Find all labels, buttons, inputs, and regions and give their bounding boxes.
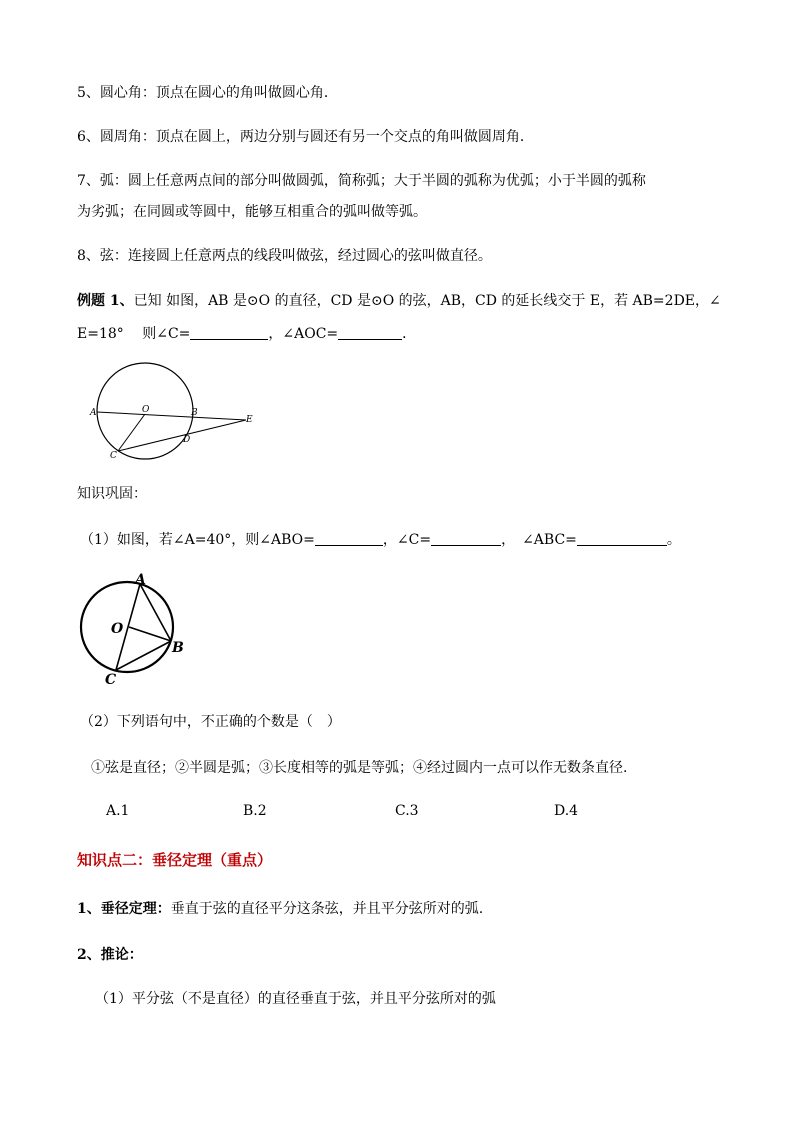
section-2-p2: 2、推论： (77, 947, 143, 963)
question-2: （2）下列语句中，不正确的个数是（ ） (80, 714, 341, 730)
option-b[interactable]: B.2 (243, 803, 267, 819)
figure1-label-e: E (246, 415, 253, 425)
item-7-line1: 7、弧：圆上任意两点间的部分叫做圆弧，简称弧；大于半圆的弧称为优弧；小于半圆的弧称 (77, 173, 646, 189)
figure2-circle (81, 582, 173, 672)
item-5: 5、圆心角：顶点在圆心的角叫做圆心角． (77, 85, 338, 101)
figure1-label-b: B (191, 408, 198, 418)
figure1-label-a: A (90, 408, 97, 418)
figure1-label-c: C (110, 451, 117, 461)
question-2-statements: ①弦是直径；②半圆是弧；③长度相等的弧是等弧；④经过圆内一点可以作无数条直径. (91, 760, 628, 776)
example-1-line2: E=18° 则∠C= ，∠AOC= ． (77, 323, 416, 344)
example-1-text: 已知 如图，AB 是⊙O 的直径，CD 是⊙O 的弦，AB，CD 的延长线交于 E，若 AB=2DE，∠ (133, 293, 721, 309)
figure-circle-triangle (74, 568, 194, 690)
example-1-label: 例题 1、 (77, 293, 134, 309)
section-2-p2-sub1: （1）平分弦（不是直径）的直径垂直于弦，并且平分弦所对的弧 (95, 991, 496, 1007)
figure2-label-b: B (172, 640, 184, 656)
option-d[interactable]: D.4 (554, 803, 579, 819)
section-2-p1: 1、垂径定理：垂直于弦的直径平分这条弦，并且平分弦所对的弧. (77, 901, 484, 917)
answer-blank-angle-aoc[interactable] (338, 323, 402, 340)
option-c[interactable]: C.3 (395, 803, 419, 819)
item-8: 8、弦：连接圆上任意两点的线段叫做弦，经过圆心的弦叫做直径。 (77, 248, 492, 264)
section-2-heading: 知识点二：垂径定理（重点） (77, 851, 273, 869)
figure1-label-d: D (183, 435, 191, 445)
item-6: 6、圆周角：顶点在圆上，两边分别与圆还有另一个交点的角叫做圆周角． (77, 129, 534, 145)
figure1-label-o: O (142, 405, 150, 415)
item-7-line2: 为劣弧；在同圆或等圆中，能够互相重合的弧叫做等弧。 (77, 204, 427, 220)
figure2-label-a: A (135, 572, 146, 588)
figure2-label-o: O (111, 621, 124, 637)
answer-blank-angle-c[interactable] (190, 323, 268, 340)
consolidation-title: 知识巩固： (77, 486, 147, 502)
question-1: （1）如图，若∠A=40°，则∠ABO= ，∠C= ， ∠ABC= 。 (80, 529, 681, 550)
answer-blank-angle-abo[interactable] (315, 529, 383, 546)
figure1-line-ae (97, 412, 246, 420)
answer-blank-angle-abc[interactable] (577, 529, 667, 546)
answer-blank-angle-c2[interactable] (431, 529, 501, 546)
figure2-label-c: C (105, 672, 117, 688)
figure-circle-secant (88, 360, 263, 465)
option-a[interactable]: A.1 (106, 803, 130, 819)
example-1-line1 (77, 291, 721, 311)
